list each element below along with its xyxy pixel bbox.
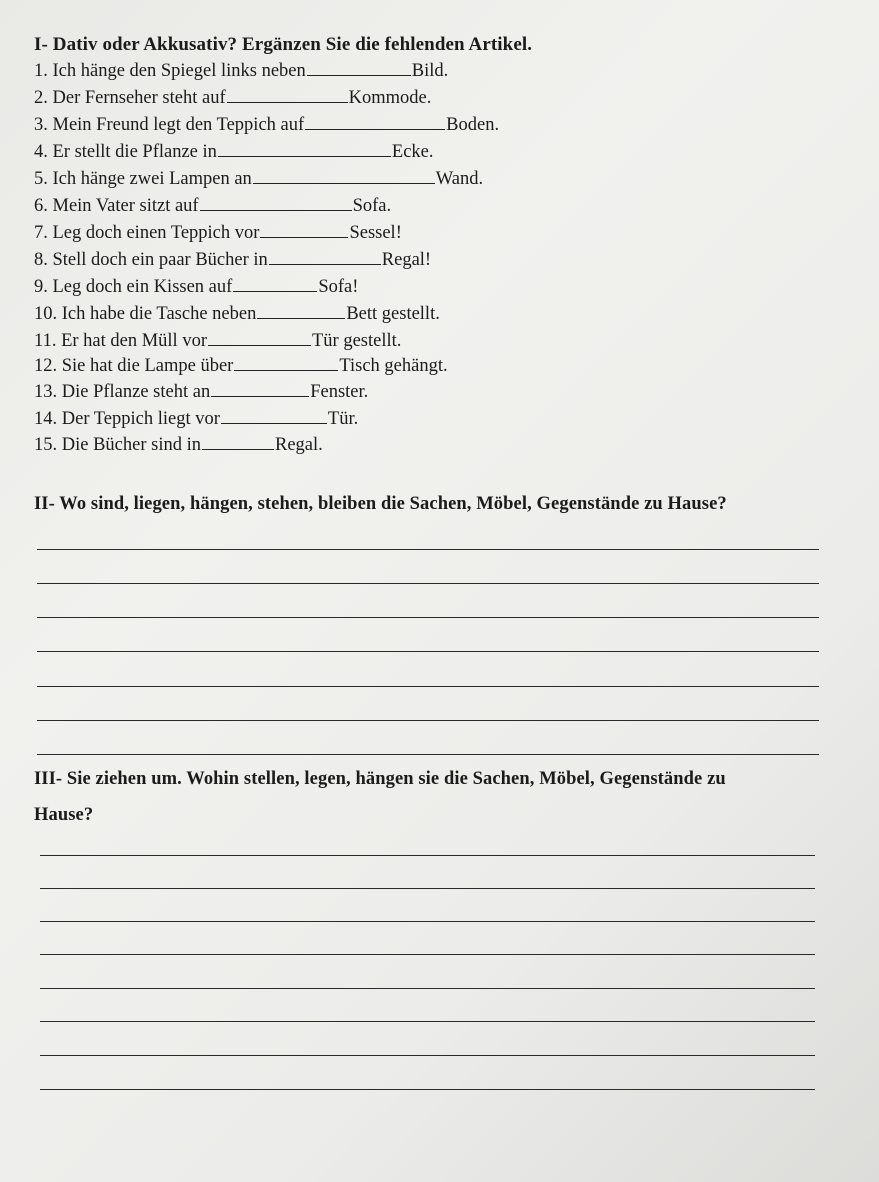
- answer-blank[interactable]: [211, 395, 309, 397]
- exercise-ending: Sofa.: [352, 196, 392, 216]
- exercise-item: [34, 277, 358, 298]
- exercise-ending: Tisch gehängt.: [339, 356, 448, 376]
- answer-blank[interactable]: [200, 209, 352, 211]
- exercise-prompt: 3. Mein Freund legt den Teppich auf: [34, 115, 305, 135]
- exercise-ending: Wand.: [435, 169, 484, 189]
- exercise-item: [34, 223, 402, 244]
- answer-line[interactable]: [40, 954, 815, 955]
- exercise-prompt: 15. Die Bücher sind in: [34, 435, 201, 455]
- exercise-prompt: 13. Die Pflanze steht an: [34, 382, 211, 402]
- exercise-ending: Regal!: [381, 250, 432, 270]
- answer-line[interactable]: [40, 1021, 815, 1022]
- answer-blank[interactable]: [305, 128, 445, 130]
- exercise-prompt: 2. Der Fernseher steht auf: [34, 88, 226, 108]
- section-3-title-line-1: III- Sie ziehen um. Wohin stellen, legen, hängen sie die Sachen, Möbel, Gegenstände zu: [34, 769, 726, 789]
- exercise-ending: Regal.: [275, 435, 323, 455]
- answer-blank[interactable]: [253, 182, 435, 184]
- answer-blank[interactable]: [202, 448, 274, 450]
- exercise-prompt: 7. Leg doch einen Teppich vor: [34, 223, 260, 243]
- exercise-prompt: 11. Er hat den Müll vor: [34, 331, 207, 351]
- exercise-prompt: 6. Mein Vater sitzt auf: [34, 196, 199, 216]
- section-3-title-line-2: Hause?: [34, 805, 94, 825]
- exercise-item: [34, 196, 391, 217]
- answer-blank[interactable]: [257, 317, 345, 319]
- answer-line[interactable]: [40, 888, 815, 889]
- exercise-prompt: 1. Ich hänge den Spiegel links neben: [34, 61, 306, 81]
- answer-blank[interactable]: [234, 369, 338, 371]
- section-2-title: II- Wo sind, liegen, hängen, stehen, bleiben die Sachen, Möbel, Gegenstände zu Hause?: [34, 494, 727, 514]
- exercise-prompt: 8. Stell doch ein paar Bücher in: [34, 250, 268, 270]
- answer-line[interactable]: [40, 988, 815, 989]
- exercise-item: [34, 88, 431, 109]
- exercise-item: [34, 169, 483, 190]
- answer-line[interactable]: [40, 921, 815, 922]
- exercise-ending: Bett gestellt.: [346, 304, 440, 324]
- exercise-prompt: 12. Sie hat die Lampe über: [34, 356, 234, 376]
- answer-line[interactable]: [37, 617, 819, 618]
- answer-line[interactable]: [40, 855, 815, 856]
- exercise-item: [34, 250, 431, 271]
- section-1-title: I- Dativ oder Akkusativ? Ergänzen Sie die fehlenden Artikel.: [34, 34, 533, 55]
- exercise-item: [34, 142, 434, 163]
- exercise-prompt: 10. Ich habe die Tasche neben: [34, 304, 257, 324]
- exercise-item: [34, 435, 323, 456]
- answer-line[interactable]: [40, 1089, 815, 1090]
- answer-blank[interactable]: [233, 290, 317, 292]
- exercise-item: [34, 304, 440, 325]
- exercise-prompt: 4. Er stellt die Pflanze in: [34, 142, 217, 162]
- exercise-item: [34, 356, 448, 377]
- exercise-prompt: 5. Ich hänge zwei Lampen an: [34, 169, 252, 189]
- answer-blank[interactable]: [227, 101, 348, 103]
- answer-line[interactable]: [37, 651, 819, 652]
- exercise-prompt: 9. Leg doch ein Kissen auf: [34, 277, 233, 297]
- exercise-ending: Boden.: [446, 115, 500, 135]
- exercise-ending: Ecke.: [391, 142, 434, 162]
- exercise-ending: Sessel!: [349, 223, 402, 243]
- exercise-item: [34, 115, 499, 136]
- answer-blank[interactable]: [221, 422, 327, 424]
- exercise-ending: Kommode.: [348, 88, 432, 108]
- answer-blank[interactable]: [260, 236, 348, 238]
- answer-blank[interactable]: [218, 155, 391, 157]
- exercise-ending: Bild.: [411, 61, 449, 81]
- exercise-item: [34, 331, 401, 352]
- answer-line[interactable]: [37, 583, 819, 584]
- exercise-ending: Sofa!: [318, 277, 359, 297]
- answer-line[interactable]: [37, 720, 819, 721]
- answer-blank[interactable]: [307, 74, 411, 76]
- answer-line[interactable]: [37, 549, 819, 550]
- exercise-item: [34, 382, 368, 403]
- answer-line[interactable]: [37, 754, 819, 755]
- exercise-ending: Fenster.: [310, 382, 369, 402]
- exercise-prompt: 14. Der Teppich liegt vor: [34, 409, 220, 429]
- exercise-item: [34, 61, 448, 82]
- exercise-ending: Tür.: [327, 409, 359, 429]
- exercise-ending: Tür gestellt.: [311, 331, 402, 351]
- answer-line[interactable]: [37, 686, 819, 687]
- exercise-item: [34, 409, 358, 430]
- answer-line[interactable]: [40, 1055, 815, 1056]
- answer-blank[interactable]: [269, 263, 381, 265]
- answer-blank[interactable]: [208, 344, 311, 346]
